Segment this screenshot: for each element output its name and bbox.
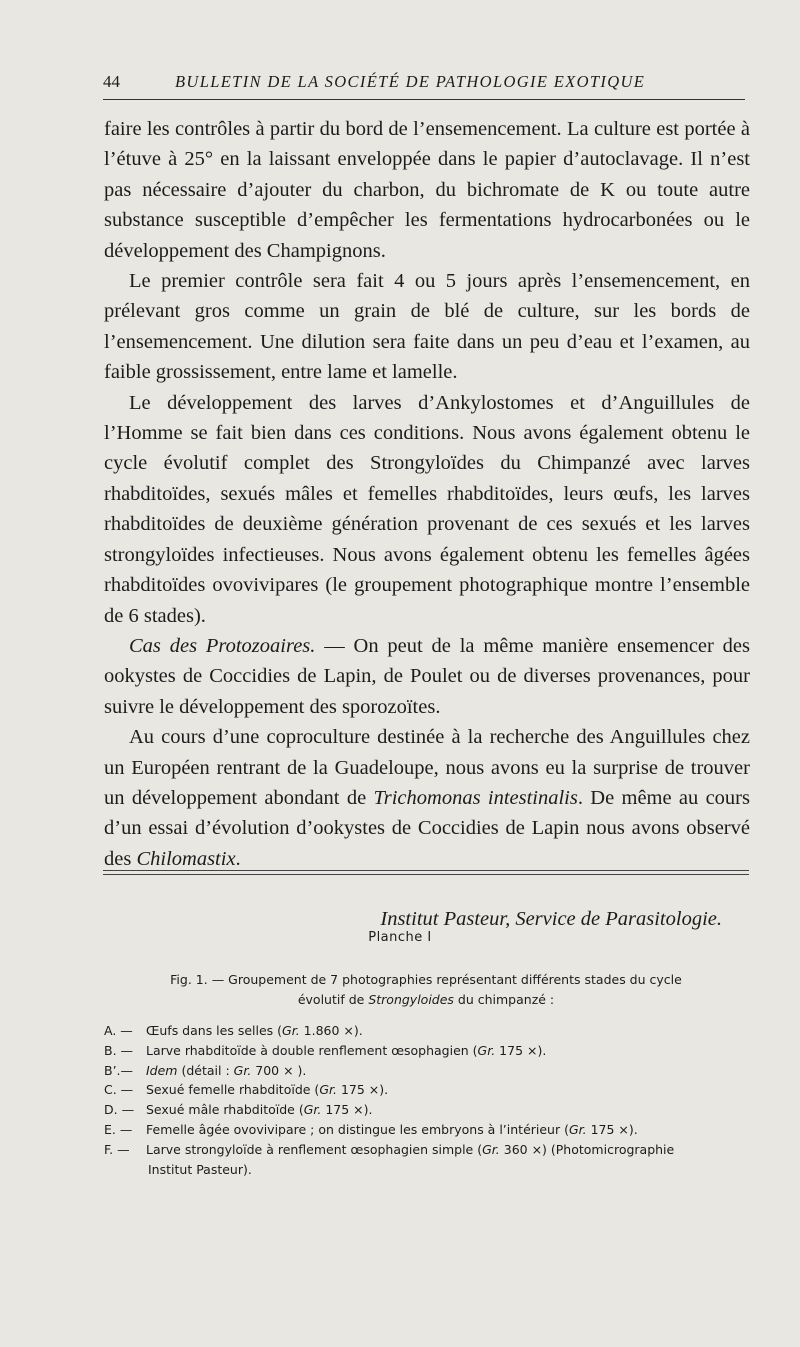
legend-item <box>104 1120 764 1140</box>
legend-pre: Sexué femelle rhabditoïde ( <box>146 1082 320 1098</box>
paragraph-5-text-a: Au cours d’une coproculture destinée à la recherche des Anguillules chez un Européen rentrant de la Guadeloupe, nous avons eu la surprise de trouver un développement abondant de <box>104 726 750 809</box>
running-title: BULLETIN DE LA SOCIÉTÉ DE PATHOLOGIE EXOTIQUE <box>175 72 646 91</box>
article-body <box>104 114 750 935</box>
legend-key: C. — <box>104 1082 134 1098</box>
legend-item <box>104 1061 764 1081</box>
legend-gr: Gr. <box>282 1023 300 1038</box>
legend-gr: Gr. <box>482 1141 500 1157</box>
figure-caption <box>170 970 682 1010</box>
legend-text <box>146 1140 764 1160</box>
legend-item <box>104 1140 764 1160</box>
legend-post: 175 ×). <box>495 1042 547 1058</box>
paragraph-5 <box>104 722 750 874</box>
legend-gr: Gr. <box>233 1062 252 1078</box>
paragraph-2: Le premier contrôle sera fait 4 ou 5 jours après l’ensemencement, en prélevant gros comme un grain de blé de culture, sur les bords de l’ensemencement. Une dilution sera faite dans un peu d’eau et l’examen, au faible grossissement, entre lame et lamelle. <box>104 270 750 384</box>
legend-key: E. — <box>104 1121 133 1137</box>
legend-post: 360 ×) (Photomicrographie <box>499 1141 675 1157</box>
figure-legend <box>104 1021 764 1179</box>
section-divider-top <box>103 870 749 871</box>
legend-pre: Œufs dans les selles ( <box>146 1023 283 1038</box>
legend-item <box>104 1041 764 1061</box>
legend-pre: Larve strongyloïde à renflement œsophagien simple ( <box>146 1141 483 1157</box>
running-header <box>103 70 745 96</box>
legend-item <box>104 1100 764 1120</box>
caption-genus: Strongyloides <box>368 992 454 1007</box>
legend-text <box>146 1080 764 1100</box>
paragraph-5-text-b: . De même au cours d’un essai d’évolution d’ookystes de Coccidies de Lapin nous avons observé des <box>104 786 750 870</box>
legend-continuation <box>104 1160 764 1180</box>
legend-post: 700 × ). <box>251 1062 307 1078</box>
legend-key: D. — <box>104 1102 135 1118</box>
legend-text <box>146 1120 764 1140</box>
legend-pre: Larve rhabditoïde à double renflement œsophagien ( <box>146 1042 478 1058</box>
legend-gr: Gr. <box>477 1042 496 1058</box>
plate-title: Planche I <box>368 930 432 945</box>
section-divider-bottom <box>103 874 749 875</box>
legend-idem: Idem <box>146 1062 178 1078</box>
legend-text: Institut Pasteur). <box>148 1161 252 1177</box>
legend-gr: Gr. <box>319 1082 337 1098</box>
legend-text <box>146 1041 764 1061</box>
legend-key: B’.— <box>104 1062 134 1078</box>
legend-key: A. — <box>104 1023 133 1038</box>
legend-post: 175 ×). <box>321 1102 373 1118</box>
paragraph-3: Le développement des larves d’Ankylostomes et d’Anguillules de l’Homme se fait bien dans ces conditions. Nous avons également obtenu le cycle évolutif complet des Strongyloïdes du Chimpanzé avec larves rhabditoïdes, sexués mâles et femelles rhabditoïdes, leurs œufs, les larves rhabditoïdes de deuxième génération provenant de ces sexués et les larves strongyloïdes infectieuses. Nous avons également obtenu les femelles âgées rhabditoïdes ovovivipares (le groupement photographique montre l’ensemble de 6 stades). <box>104 391 750 627</box>
paragraph-5-text-c: . <box>235 847 241 870</box>
caption-text-a: Fig. 1. — Groupement de 7 photographies représentant différents stades du cycle évolutif de <box>170 972 682 1007</box>
legend-key: F. — <box>104 1141 130 1157</box>
legend-text <box>146 1021 764 1041</box>
legend-pre: (détail : <box>177 1062 234 1078</box>
legend-item <box>104 1080 764 1100</box>
signature-text: Institut Pasteur, Service de Parasitologie. <box>380 908 722 931</box>
paragraph-4-text: — On peut de la même manière ensemencer des ookystes de Coccidies de Lapin, de Poulet ou de diverses provenances, pour suivre le développement des sporozoïtes. <box>104 634 750 718</box>
legend-post: 1.860 ×). <box>299 1023 363 1038</box>
paragraph-4 <box>104 631 750 722</box>
section-heading-protozoa: Cas des Protozoaires. <box>129 634 316 657</box>
legend-pre: Sexué mâle rhabditoïde ( <box>146 1102 304 1118</box>
legend-gr: Gr. <box>303 1102 322 1118</box>
legend-text <box>146 1061 764 1081</box>
species-trichomonas: Trichomonas intestinalis <box>373 786 578 809</box>
caption-text-b: du chimpanzé : <box>453 992 555 1007</box>
legend-text <box>146 1100 764 1120</box>
paragraph-1: faire les contrôles à partir du bord de l’ensemencement. La culture est portée à l’étuve à 25° en la laissant enveloppée dans le papier d’autoclavage. Il n’est pas nécessaire d’ajouter du charbon, du bichromate de K ou toute autre substance susceptible d’empêcher les fermentations hydrocarbonées ou le développement des Champignons. <box>104 118 750 262</box>
legend-post: 175 ×). <box>586 1121 638 1137</box>
header-rule <box>103 99 745 100</box>
legend-post: 175 ×). <box>336 1082 389 1098</box>
legend-key: B. — <box>104 1042 134 1058</box>
legend-pre: Femelle âgée ovovivipare ; on distingue les embryons à l’intérieur ( <box>146 1121 569 1137</box>
genus-chilomastix: Chilomastix <box>136 847 236 870</box>
page-number: 44 <box>103 72 120 91</box>
legend-item <box>104 1021 764 1041</box>
legend-gr: Gr. <box>568 1121 587 1137</box>
